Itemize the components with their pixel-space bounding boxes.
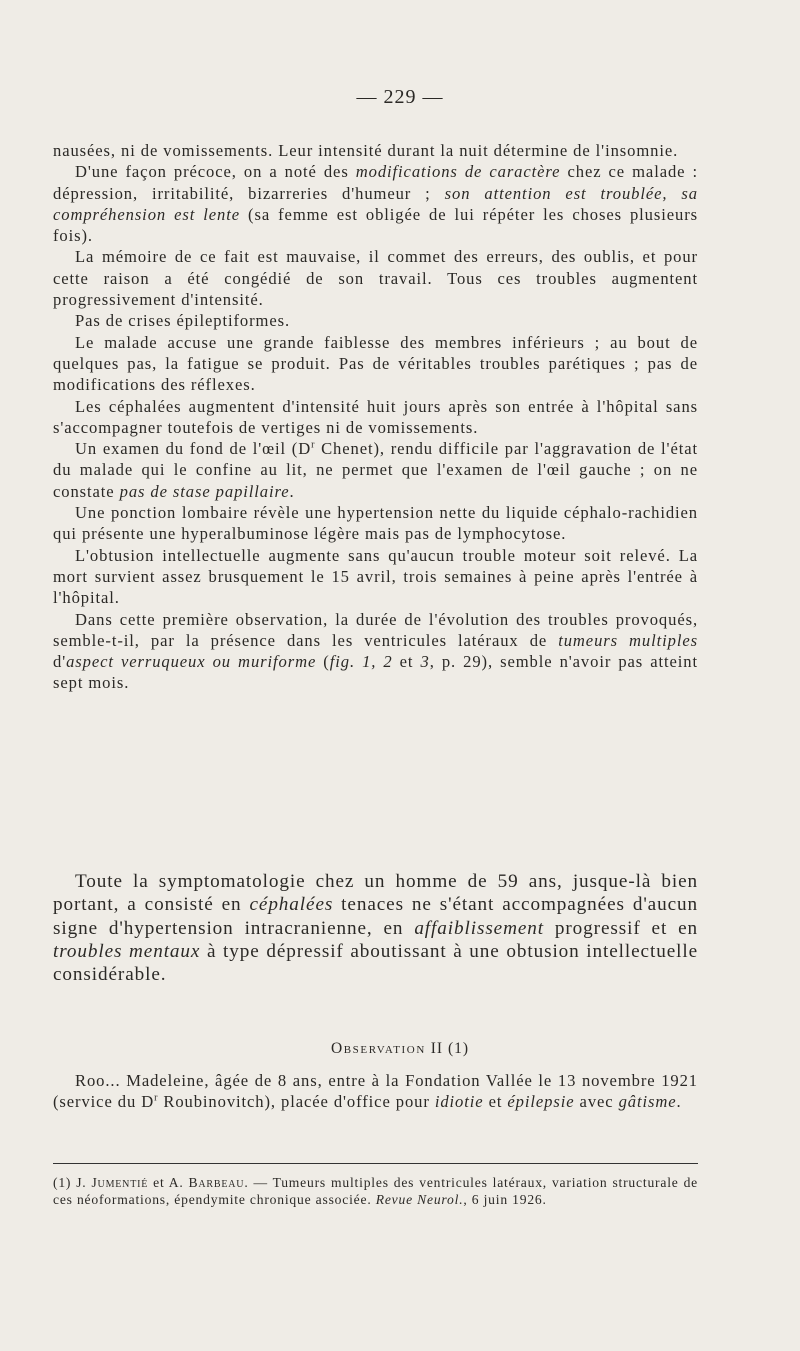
observation-heading: Observation II (1) (330, 1040, 470, 1057)
summary-paragraph: Toute la symptomatologie chez un homme de 59 ans, jusque-là bien portant, a consisté en céphalées tenaces ne s'étant accompagnées d'aucun signe d'hypertension intracranienne, en affaiblissement progressif et en troubles mentaux à type dépressif aboutissant à une obtusion intellectuelle considérable. (53, 871, 698, 986)
paragraph: Le malade accuse une grande faiblesse des membres inférieurs ; au bout de quelques pas, la fatigue se produit. Pas de véritables troubles parétiques ; pas de modifications des réflexes. (53, 332, 698, 395)
footnote: (1) J. Jumentié et A. Barbeau. — Tumeurs multiples des ventricules latéraux, variation structurale de ces néoformations, épendymite chronique associée. Revue Neurol., 6 juin 1926. (53, 1175, 699, 1207)
paragraph: Une ponction lombaire révèle une hypertension nette du liquide céphalo-rachidien qui présente une hyperalbuminose légère mais pas de lymphocytose. (53, 503, 698, 544)
observation-text (53, 140, 698, 694)
paragraph: Dans cette première observation, la durée de l'évolution des troubles provoqués, semble-t-il, par la présence dans les ventricules latéraux de tumeurs multiples d'aspect verruqueux ou muriforme (fig. 1, 2 et 3, p. 29), semble n'avoir pas atteint sept mois. (53, 609, 698, 693)
page-number: — 229 — (356, 86, 444, 108)
case-paragraph: Roo... Madeleine, âgée de 8 ans, entre à la Fondation Vallée le 13 novembre 1921 (service du $D^r$ Roubinovitch), placée d'office pour idiotie et épilepsie avec gâtisme. (53, 1071, 698, 1112)
paragraph: nausées, ni de vomissements. Leur intensité durant la nuit détermine de l'insomnie. (53, 141, 679, 160)
paragraph: Un examen du fond de l'œil ($D^r$ Chenet), rendu difficile par l'aggravation de l'état du malade qui le confine au lit, ne permet que l'examen de l'œil gauche ; on ne constate pas de stase papillaire. (53, 439, 698, 501)
paragraph: Pas de crises épileptiformes. (75, 311, 291, 331)
footnote-divider (53, 1163, 698, 1164)
paragraph: D'une façon précoce, on a noté des modifications de caractère chez ce malade : dépression, irritabilité, bizarreries d'humeur ; son attention est troublée, sa compréhension est lente (sa femme est obligée de lui répéter les choses plusieurs fois). (53, 162, 698, 246)
paragraph: Les céphalées augmentent d'intensité huit jours après son entrée à l'hôpital sans s'accompagner toutefois de vertiges ni de vomissements. (53, 396, 698, 437)
paragraph: L'obtusion intellectuelle augmente sans qu'aucun trouble moteur soit relevé. La mort survient assez brusquement le 15 avril, trois semaines à peine après l'entrée à l'hôpital. (53, 545, 698, 608)
paragraph: La mémoire de ce fait est mauvaise, il commet des erreurs, des oublis, et pour cette raison a été congédié de son travail. Tous ces troubles augmentent progressivement d'intensité. (53, 247, 698, 310)
footnote-reference: (1) (447, 1040, 470, 1057)
